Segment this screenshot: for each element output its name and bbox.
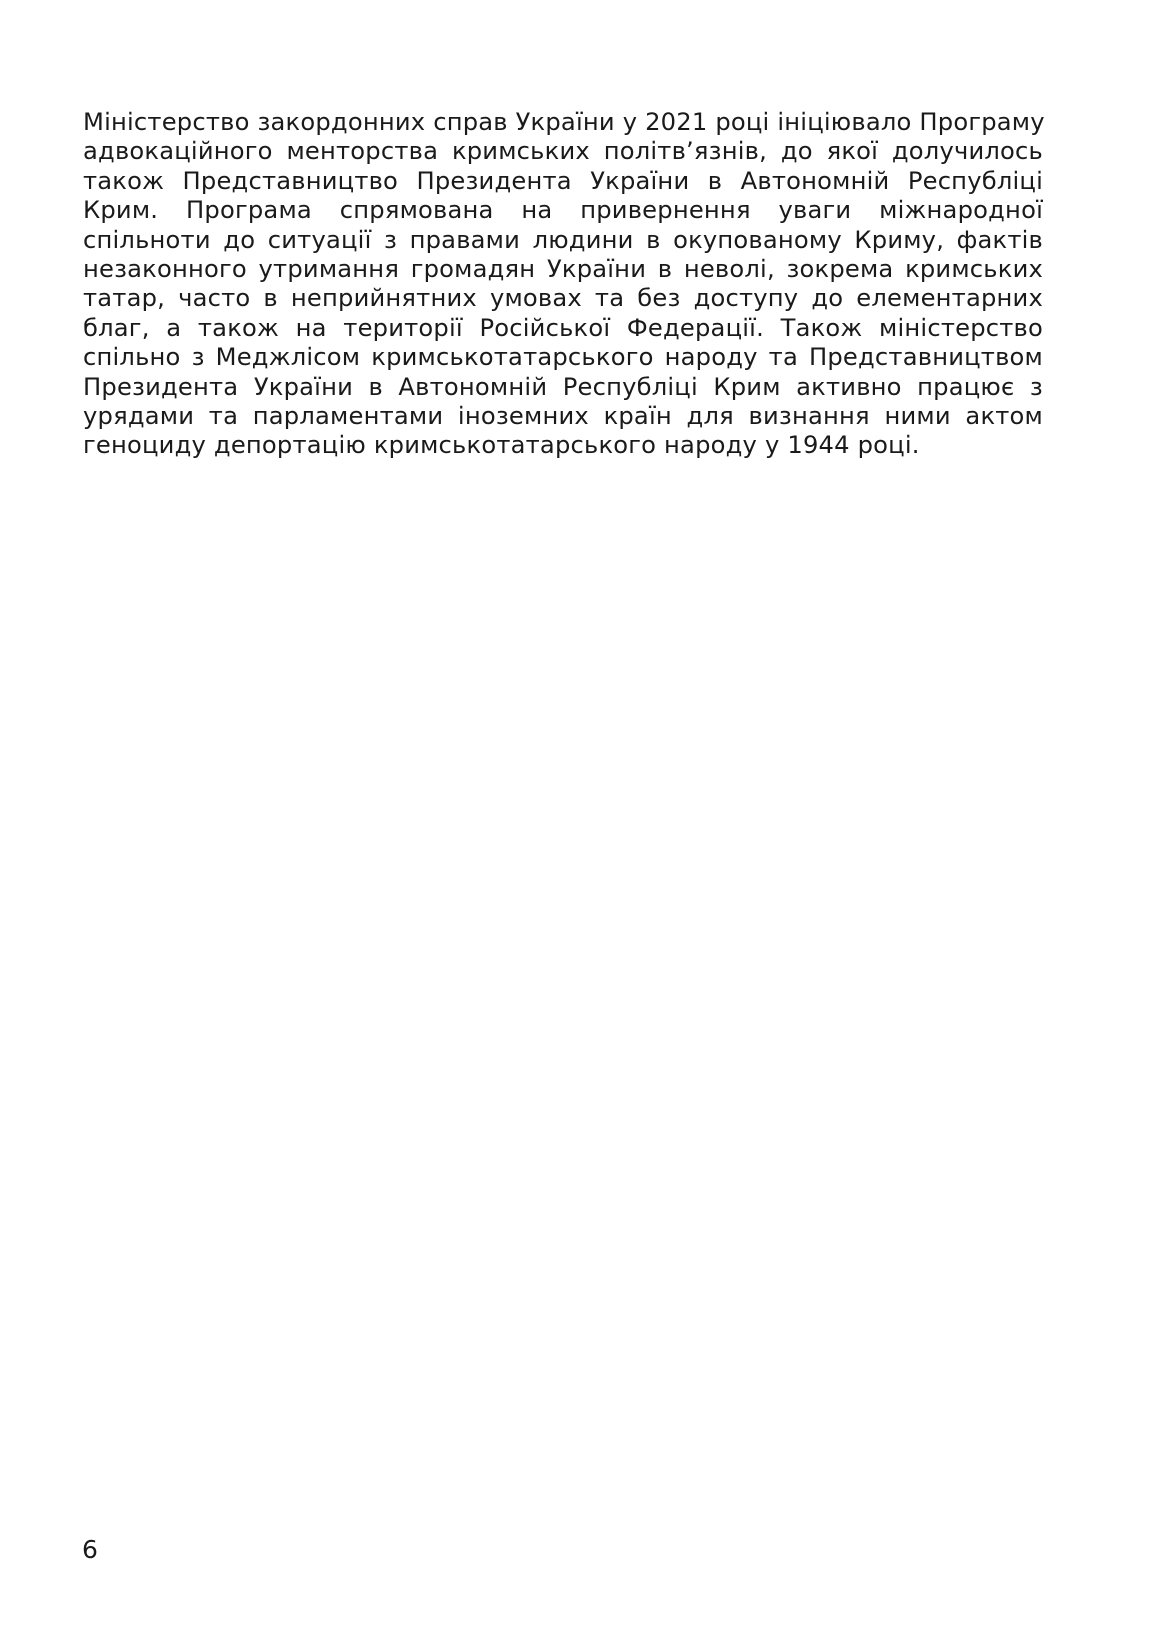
page-number: 6: [82, 1535, 98, 1564]
body-paragraph: [83, 108, 1043, 461]
paragraph-line: Крим. Програма спрямована на привернення уваги міжнародної: [83, 196, 1043, 225]
paragraph-line: також Представництво Президента України в Автономній Республіці: [83, 166, 1043, 195]
paragraph-line: незаконного утримання громадян України в неволі, зокрема кримських: [83, 255, 1043, 284]
paragraph-line: Міністерство закордонних справ України у 2021 році ініціювало Програму: [83, 108, 1045, 136]
paragraph-line: геноциду депортацію кримськотатарського народу у 1944 році.: [83, 431, 920, 460]
paragraph-line: Президента України в Автономній Республіці Крим активно працює з: [83, 372, 1043, 401]
paragraph-line: спільно з Меджлісом кримськотатарського народу та Представництвом: [83, 343, 1043, 372]
paragraph-line: спільноти до ситуації з правами людини в окупованому Криму, фактів: [83, 225, 1043, 254]
paragraph-line: адвокаційного менторства кримських політв’язнів, до якої долучилось: [83, 137, 1043, 166]
paragraph-line: благ, а також на території Російської Федерації. Також міністерство: [83, 313, 1043, 342]
paragraph-line: урядами та парламентами іноземних країн для визнання ними актом: [83, 402, 1043, 431]
paragraph-line: татар, часто в неприйнятних умовах та без доступу до елементарних: [83, 284, 1043, 313]
